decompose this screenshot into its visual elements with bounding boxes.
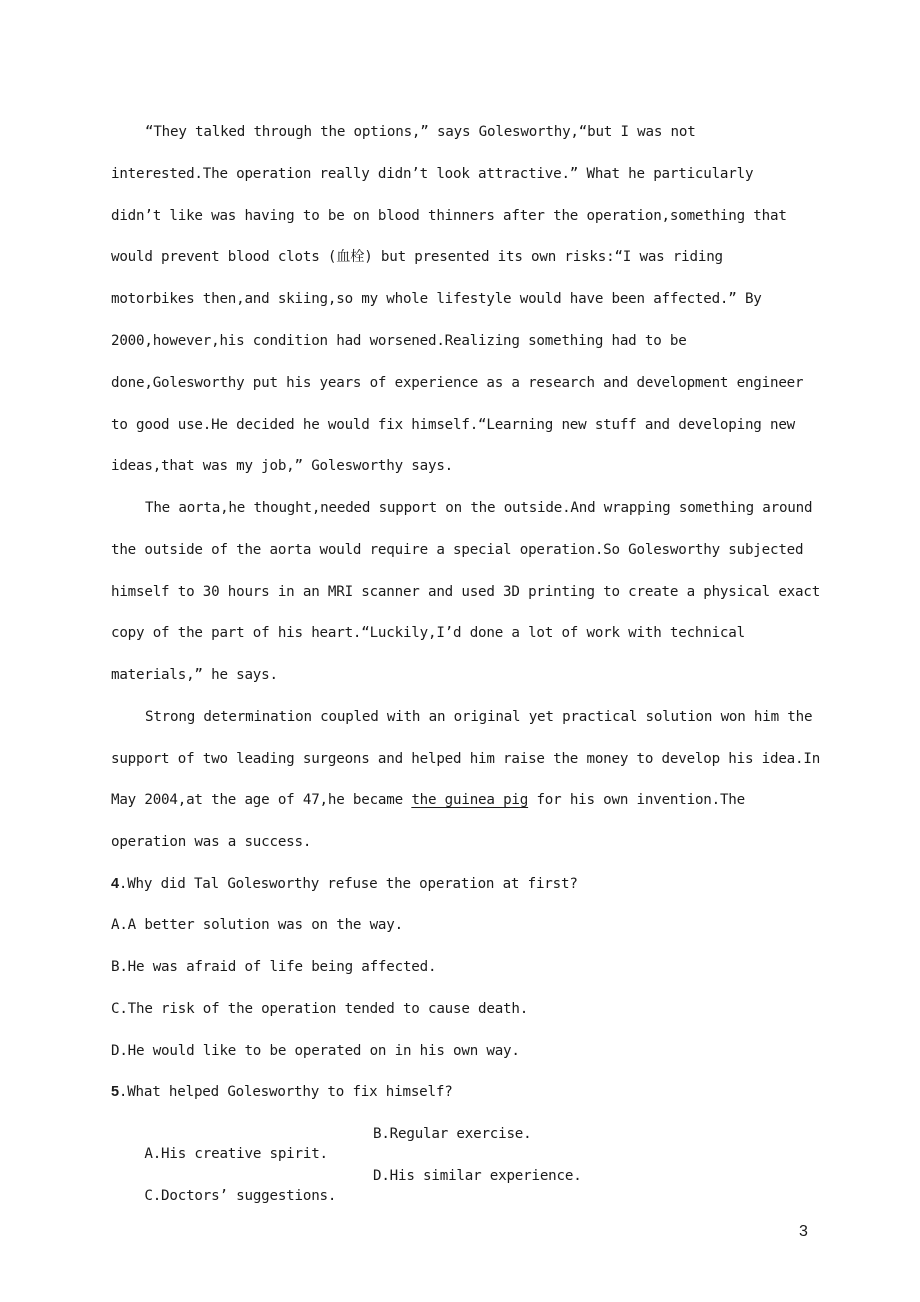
question-4-option-b: B.He was afraid of life being affected. xyxy=(111,959,437,975)
question-4-option-d: D.He would like to be operated on in his own way. xyxy=(111,1043,520,1059)
question-number: 5 xyxy=(111,1084,119,1100)
paragraph-3-line-1: Strong determination coupled with an original yet practical solution won him the xyxy=(145,709,813,725)
question-number: 4 xyxy=(111,876,119,892)
paragraph-3-line-3 xyxy=(111,790,745,810)
line-text-after: for his own invention.The xyxy=(528,792,745,808)
paragraph-2-line-1: The aorta,he thought,needed support on the outside.And wrapping something around xyxy=(145,500,813,516)
paragraph-1-line-3: didn’t like was having to be on blood thinners after the operation,something that xyxy=(111,208,787,224)
question-4 xyxy=(111,874,578,894)
question-4-option-c: C.The risk of the operation tended to cause death. xyxy=(111,1001,529,1017)
paragraph-3-line-2: support of two leading surgeons and helped him raise the money to develop his idea.In xyxy=(111,751,821,767)
paragraph-2-line-4: copy of the part of his heart.“Luckily,I’d done a lot of work with technical xyxy=(111,625,745,641)
question-5-option-c: C.Doctors’ suggestions. xyxy=(144,1188,337,1204)
paragraph-2-line-2: the outside of the aorta would require a special operation.So Golesworthy subjected xyxy=(111,542,804,558)
question-5-option-a: A.His creative spirit. xyxy=(144,1146,328,1162)
paragraph-1-line-6: 2000,however,his condition had worsened.Realizing something had to be xyxy=(111,333,687,349)
question-5-option-d: D.His similar experience. xyxy=(373,1168,582,1184)
question-5-option-b: B.Regular exercise. xyxy=(373,1126,532,1142)
question-5 xyxy=(111,1082,453,1102)
paragraph-1-line-7: done,Golesworthy put his years of experience as a research and development engineer xyxy=(111,375,804,391)
line-text-before: May 2004,at the age of 47,he became xyxy=(111,792,412,808)
question-4-option-a: A.A better solution was on the way. xyxy=(111,917,403,933)
paragraph-1-line-9: ideas,that was my job,” Golesworthy says. xyxy=(111,458,454,474)
question-5-options-row-2 xyxy=(111,1166,711,1246)
paragraph-2-line-3: himself to 30 hours in an MRI scanner and used 3D printing to create a physical exact xyxy=(111,584,821,600)
question-stem: .What helped Golesworthy to fix himself? xyxy=(118,1084,453,1100)
page-number: 3 xyxy=(799,1223,808,1240)
paragraph-1-line-5: motorbikes then,and skiing,so my whole lifestyle would have been affected.” By xyxy=(111,291,762,307)
paragraph-3-line-4: operation was a success. xyxy=(111,834,312,850)
underlined-phrase: the guinea pig xyxy=(411,792,529,808)
paragraph-1-line-1: “They talked through the options,” says Golesworthy,“but I was not xyxy=(145,124,696,140)
paragraph-1-line-4: would prevent blood clots (血栓) but presented its own risks:“I was riding xyxy=(111,249,723,265)
paragraph-1-line-8: to good use.He decided he would fix himself.“Learning new stuff and developing new xyxy=(111,417,796,433)
paragraph-1-line-2: interested.The operation really didn’t look attractive.” What he particularly xyxy=(111,166,754,182)
paragraph-2-line-5: materials,” he says. xyxy=(111,667,278,683)
question-stem: .Why did Tal Golesworthy refuse the operation at first? xyxy=(118,876,578,892)
